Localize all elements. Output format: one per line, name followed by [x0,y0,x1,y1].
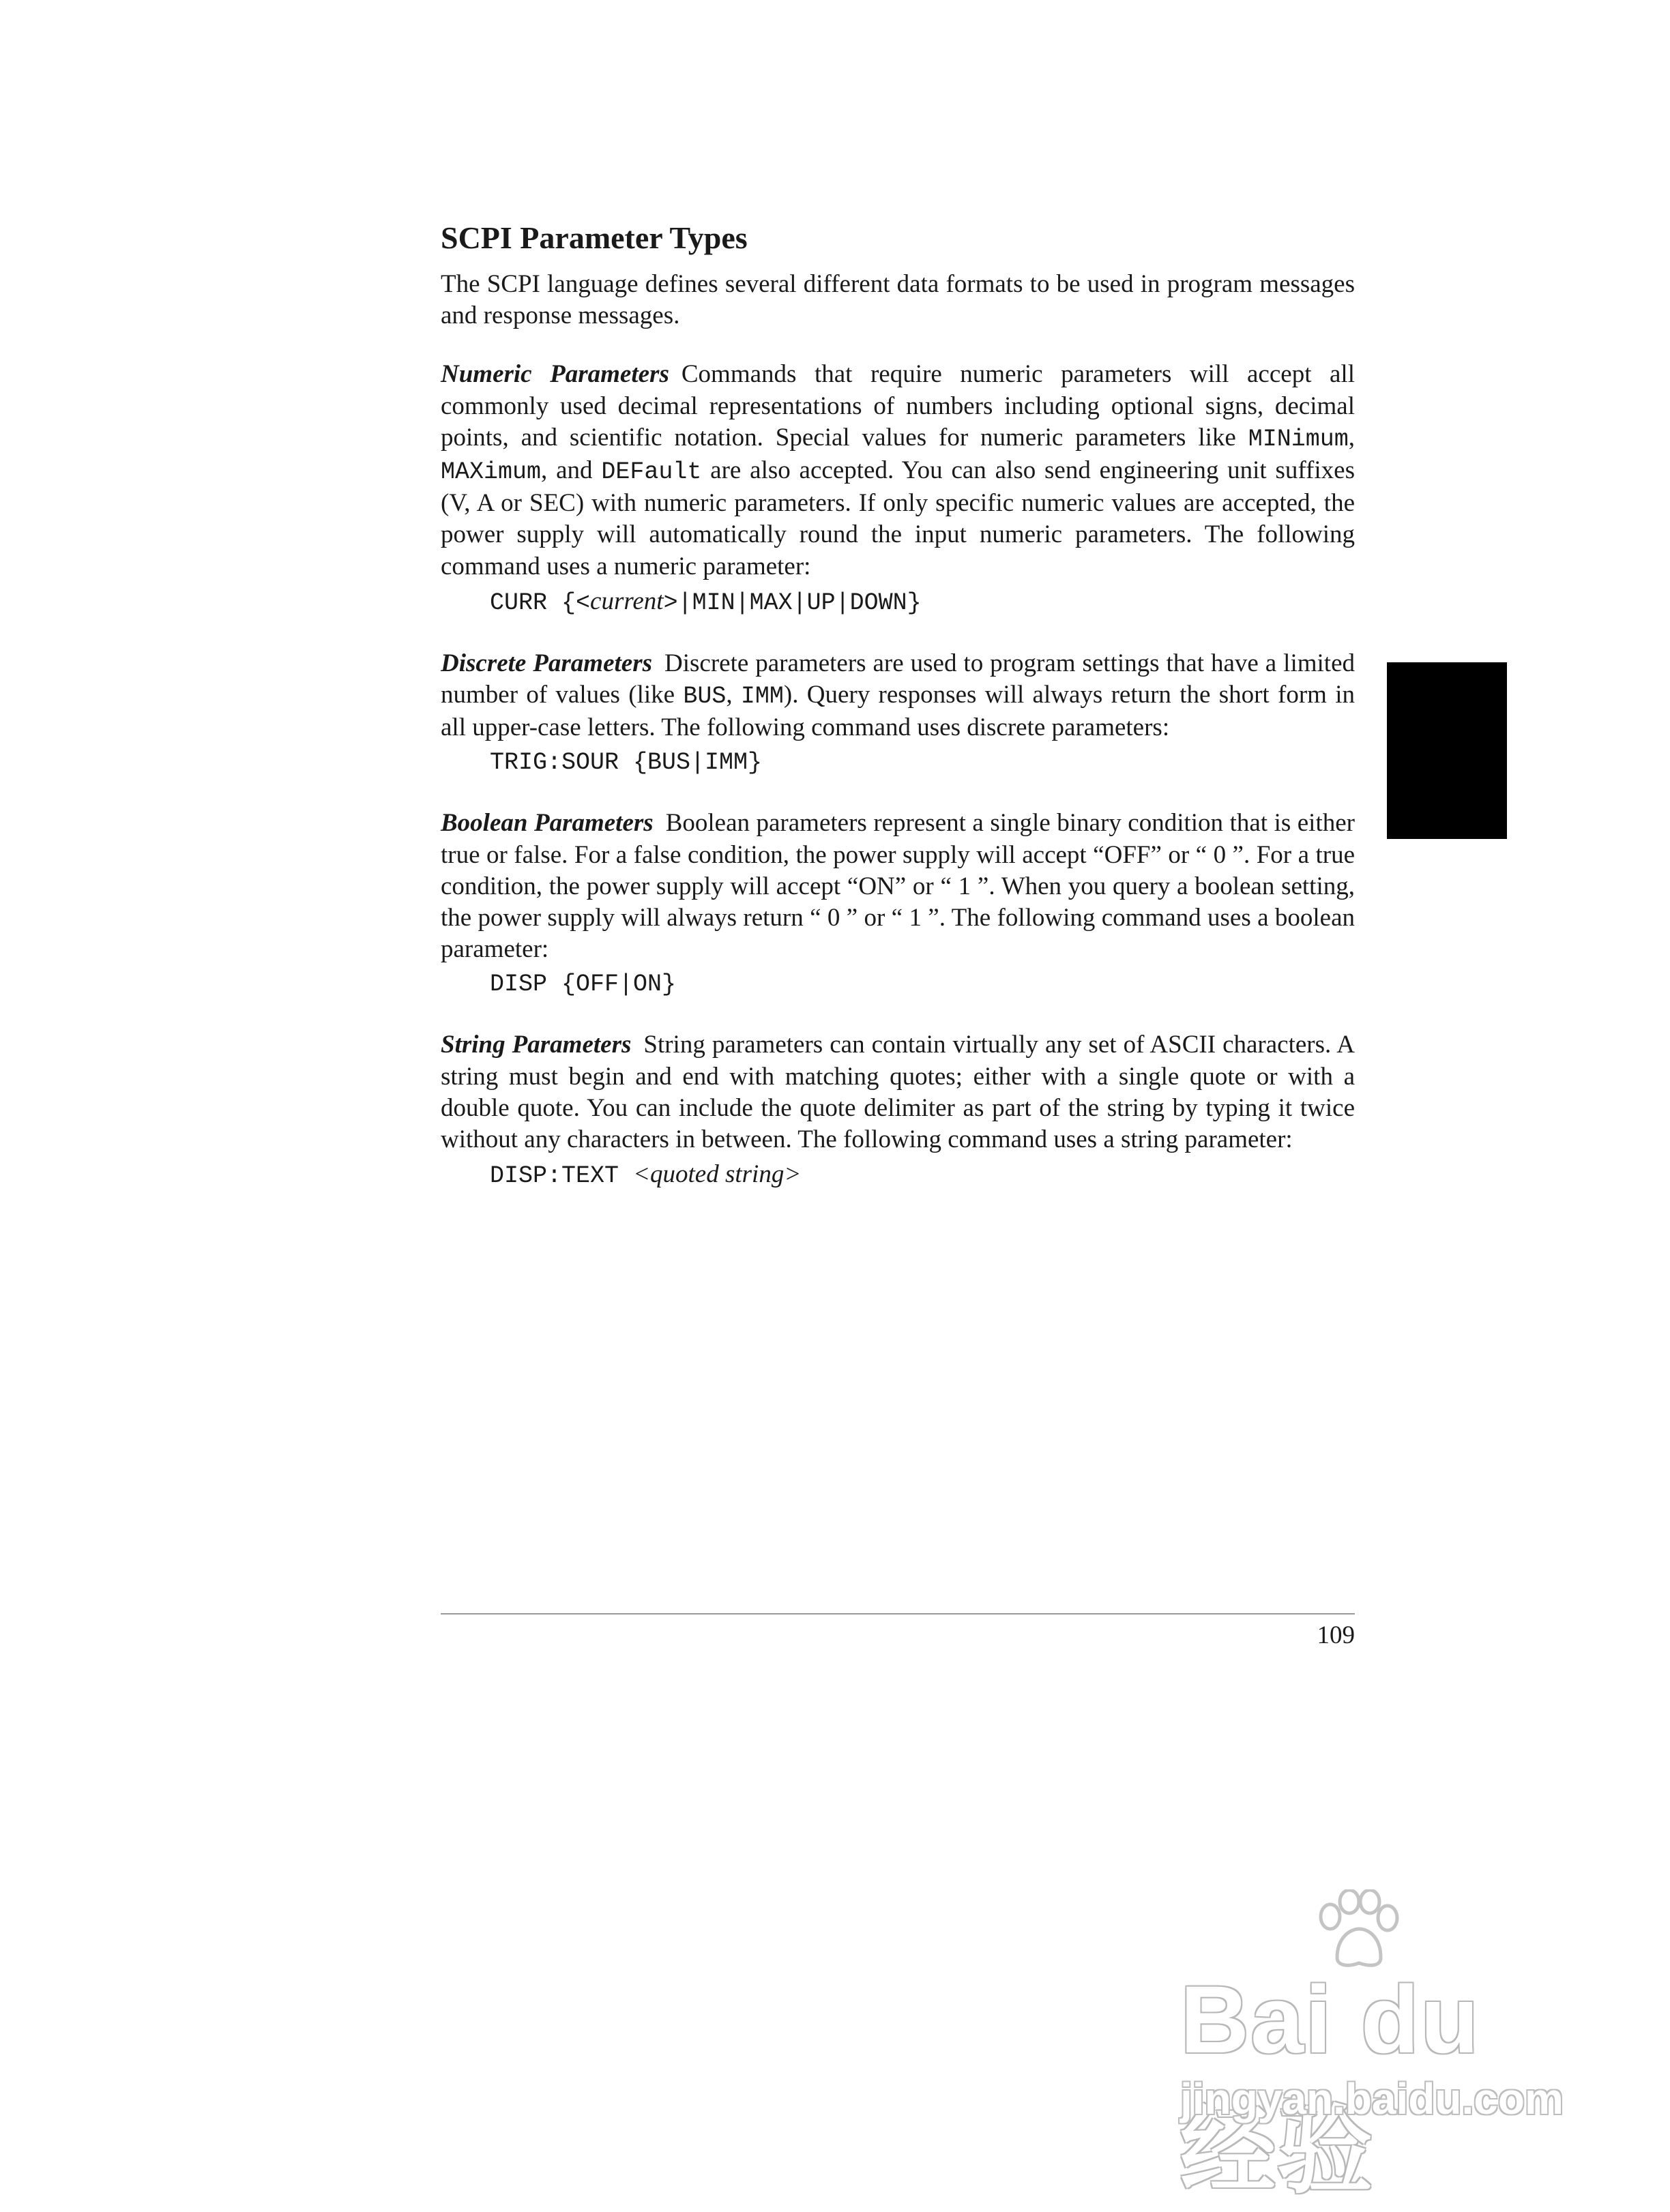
keyword-default: DEFault [601,458,702,486]
boolean-section-title: Boolean Parameters [441,809,654,838]
page-number: 109 [1317,1621,1355,1649]
discrete-code-example: TRIG:SOUR {BUS|IMM} [490,749,763,777]
string-code-a: DISP:TEXT [490,1162,634,1190]
discrete-text-b: ). Query responses will always return the short form in all upper-case letters. The following command uses discrete parameters: [441,681,1356,742]
chapter-thumb-tab [1387,662,1507,839]
page-title: SCPI Parameter Types [441,220,748,255]
baidu-watermark [1173,1889,1569,2204]
string-code-example [490,1155,1355,1195]
keyword-bus: BUS [683,683,727,711]
numeric-code-var: current [590,587,664,615]
numeric-sep-1: , [1348,423,1355,452]
paw-icon [1310,1889,1405,1971]
keyword-minimum: MINimum [1248,425,1349,453]
boolean-section-paragraph [441,808,1355,965]
discrete-text-a: Discrete parameters are used to program settings that have a limited number of values (like [441,649,1355,709]
string-code-var: <quoted string> [633,1160,802,1189]
numeric-code-a: CURR {< [490,589,591,617]
boolean-text: Boolean parameters represent a single binary condition that is either true or false. For a false condition, the power supply will accept “OFF” or “ 0 ”. For a true condition, the power supply will accept “ON” or “ 1 ”. When you query a boolean setting, the power supply will always return “ 0 ” or “ 1 ”. The following command uses a boolean parameter: [441,809,1355,964]
page-content [441,217,1355,1221]
string-section-paragraph [441,1029,1355,1155]
watermark-url: jingyan.baidu.com [1180,2074,1564,2123]
numeric-code-example [490,583,1355,622]
numeric-section-paragraph [441,359,1355,582]
discrete-section-paragraph [441,648,1355,744]
discrete-section-title: Discrete Parameters [441,649,653,677]
footer-rule [441,1613,1355,1614]
keyword-maximum: MAXimum [441,458,542,486]
discrete-sep: , [726,681,741,709]
numeric-sep-2: , and [541,456,602,485]
numeric-section-title: Numeric Parameters [441,360,669,389]
string-section-title: String Parameters [441,1031,632,1059]
string-text: String parameters can contain virtually any set of ASCII characters. A string must begin and end with matching quotes; either with a single quote or with a double quote. You can include the quote delimiter as part of the string by typing it twice without any characters in between. The following command uses a string parameter: [441,1031,1355,1154]
numeric-text-b: are also accepted. You can also send engineering unit suffixes (V, A or SEC) with numeric parameters. If only specific numeric values are accepted, the power supply will automatically round the input numeric parameters. The following command uses a numeric parameter: [441,456,1355,580]
boolean-code-example: DISP {OFF|ON} [490,971,677,999]
watermark-logo: Bai du 经验 [1180,1966,1480,2204]
numeric-code-b: >|MIN|MAX|UP|DOWN} [663,589,922,617]
keyword-imm: IMM [740,683,784,711]
numeric-text-a: Commands that require numeric parameters will accept all commonly used decimal representations of numbers including optional signs, decimal points, and scientific notation. Special values for numeric parameters like [441,360,1355,452]
intro-paragraph: The SCPI language defines several different data formats to be used in program messages and response messages. [441,270,1355,330]
